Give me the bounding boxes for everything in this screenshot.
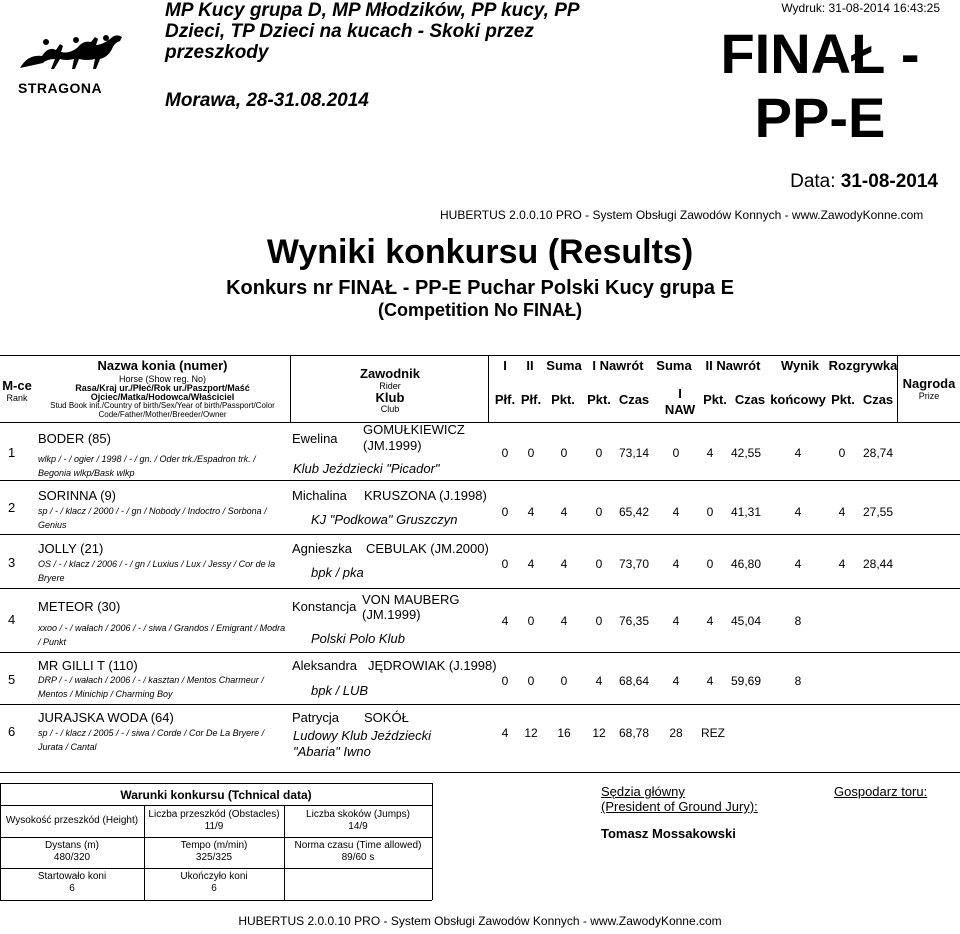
rank: 6 bbox=[8, 724, 16, 739]
date-label: Data: bbox=[790, 171, 836, 192]
obstacles-label: Liczba przeszkód (Obstacles) bbox=[148, 809, 280, 820]
score: 76,35 bbox=[618, 614, 650, 628]
footer-credit: HUBERTUS 2.0.0.10 PRO - System Obsługi Zawodów Konnych - www.ZawodyKonne.com bbox=[238, 914, 722, 928]
started-label: Startowało koni bbox=[37, 871, 107, 882]
score: 59,69 bbox=[730, 674, 762, 688]
score: 0 bbox=[501, 505, 509, 519]
course-designer-label: Gospodarz toru: bbox=[834, 784, 928, 799]
judge-name: Tomasz Mossakowski bbox=[601, 826, 736, 841]
score: 4 bbox=[672, 614, 680, 628]
horse-name: JURAJSKA WODA (64) bbox=[38, 710, 174, 725]
score: 4 bbox=[672, 505, 680, 519]
horse-header: Nazwa konia (numer) bbox=[97, 358, 228, 373]
table-header-line bbox=[0, 422, 960, 423]
score: 4 bbox=[706, 446, 714, 460]
jumps-label: Liczba skoków (Jumps) bbox=[306, 809, 410, 820]
score: 4 bbox=[560, 557, 568, 571]
score: 16 bbox=[557, 726, 571, 740]
box-line bbox=[432, 783, 433, 900]
box-line bbox=[0, 900, 432, 901]
date-value: 31-08-2014 bbox=[840, 171, 938, 192]
score: 4 bbox=[527, 505, 535, 519]
horse-name: JOLLY (21) bbox=[38, 541, 104, 556]
software-credit: HUBERTUS 2.0.0.10 PRO - System Obsługi Zawodów Konnych - www.ZawodyKonne.com bbox=[440, 208, 924, 222]
score: 0 bbox=[595, 446, 603, 460]
horse-details: DRP / - / wałach / 2006 / - / kasztan / Mentos Charmeur / Mentos / Minichip / Charming Boy bbox=[38, 675, 264, 699]
suma2-header: Suma bbox=[656, 358, 692, 373]
rider-last-name: VON MAUBERG (JM.1999) bbox=[362, 592, 460, 622]
tempo-label: Tempo (m/min) bbox=[180, 840, 248, 851]
score: 4 bbox=[560, 614, 568, 628]
horse-details: OS / - / klacz / 2006 / - / gn / Luxius / Lux / Jessy / Cor de la Bryere bbox=[38, 559, 276, 583]
rider-header-en: Rider bbox=[379, 381, 401, 391]
obstacles-value: 11/9 bbox=[204, 821, 224, 832]
horse-details: xxoo / - / wałach / 2006 / - / siwa / Grandos / Emigrant / Modra / Punkt bbox=[38, 623, 286, 647]
tempo-value: 325/325 bbox=[195, 852, 233, 863]
round-ii-header: II bbox=[526, 358, 534, 373]
score: 0 bbox=[595, 505, 603, 519]
rider-club: Polski Polo Klub bbox=[311, 631, 405, 646]
rider-club: Ludowy Klub Jeździecki "Abaria" Iwno bbox=[293, 728, 432, 759]
rider-first-name: Konstancja bbox=[292, 599, 357, 614]
rank: 4 bbox=[8, 612, 16, 627]
score: 0 bbox=[527, 674, 535, 688]
score: 4 bbox=[560, 505, 568, 519]
box-line bbox=[0, 783, 432, 784]
row-divider bbox=[0, 704, 960, 705]
score: 0 bbox=[527, 614, 535, 628]
horse-details: sp / - / klacz / 2005 / - / siwa / Corde / Cor De La Bryere / Jurata / Cantal bbox=[38, 728, 265, 752]
score: 46,80 bbox=[730, 557, 762, 571]
ii-nawrot-header: II Nawrót bbox=[705, 358, 761, 373]
pkt-header: Pkt. bbox=[703, 392, 727, 407]
score: 28,74 bbox=[862, 446, 894, 460]
rider-first-name: Agnieszka bbox=[292, 541, 352, 556]
score: 4 bbox=[838, 557, 846, 571]
height-label: Wysokość przeszkód (Height) bbox=[5, 815, 139, 826]
suma-header: Suma bbox=[546, 358, 582, 373]
horse-name: SORINNA (9) bbox=[38, 488, 117, 503]
score: 65,42 bbox=[618, 505, 650, 519]
plf-header: Płf. bbox=[494, 392, 516, 407]
rider-last-name: SOKÓŁ bbox=[364, 710, 409, 725]
score: 0 bbox=[595, 614, 603, 628]
row-divider bbox=[0, 534, 960, 535]
score: 0 bbox=[838, 446, 846, 460]
rider-last-name: GOMUŁKIEWICZ (JM.1999) bbox=[363, 422, 465, 453]
rider-header: Zawodnik bbox=[360, 366, 420, 381]
row-divider bbox=[0, 480, 960, 481]
czas-header: Czas bbox=[862, 392, 894, 407]
czas-header: Czas bbox=[734, 392, 766, 407]
wynik-header: Wynik bbox=[780, 358, 820, 373]
score: 4 bbox=[794, 557, 802, 571]
score: 0 bbox=[595, 557, 603, 571]
i-nawrot-header: I Nawrót bbox=[592, 358, 644, 373]
results-title: Wyniki konkursu (Results) bbox=[266, 233, 694, 271]
final-code: FINAŁ - PP-E bbox=[720, 22, 920, 149]
event-title: MP Kucy grupa D, MP Młodzików, PP kucy, PP Dzieci, TP Dzieci na kucach - Skoki przez przeszkody bbox=[165, 0, 579, 63]
rank-header-en: Rank bbox=[6, 393, 28, 403]
rider-club: bpk / LUB bbox=[311, 683, 369, 698]
distance-label: Dystans (m) bbox=[45, 840, 99, 851]
score: 68,78 bbox=[618, 726, 650, 740]
divider bbox=[488, 355, 489, 422]
score: 12 bbox=[524, 726, 538, 740]
score: 8 bbox=[794, 674, 802, 688]
score: 0 bbox=[560, 674, 568, 688]
score: 42,55 bbox=[730, 446, 762, 460]
score: 0 bbox=[527, 446, 535, 460]
pkt-header: Pkt. bbox=[831, 392, 855, 407]
rider-last-name: CEBULAK (JM.2000) bbox=[366, 541, 489, 556]
rozgrywka-header: Rozgrywka bbox=[828, 358, 898, 373]
score: 41,31 bbox=[730, 505, 762, 519]
horse-header-sub: Ojciec/Matka/Hodowca/Właściciel bbox=[90, 392, 235, 402]
score: 0 bbox=[706, 505, 714, 519]
score: 28 bbox=[669, 726, 683, 740]
round-i-header: I bbox=[503, 358, 507, 373]
rider-first-name: Michalina bbox=[292, 488, 347, 503]
competition-name-en: (Competition No FINAŁ) bbox=[378, 300, 582, 320]
rider-first-name: Ewelina bbox=[292, 431, 338, 446]
score: 4 bbox=[527, 557, 535, 571]
rider-first-name: Patrycja bbox=[292, 710, 339, 725]
score: 4 bbox=[501, 726, 509, 740]
horse-details: sp / - / klacz / 2000 / - / gn / Nobody / Indoctro / Sorbona / Genius bbox=[38, 506, 267, 530]
rider-club: bpk / pka bbox=[311, 565, 364, 580]
box-line bbox=[0, 805, 432, 806]
event-venue: Morawa, 28-31.08.2014 bbox=[165, 90, 369, 111]
rider-last-name: KRUSZONA (J.1998) bbox=[364, 488, 487, 503]
rank: 5 bbox=[8, 672, 16, 687]
horse-header-sub-en: Code/Father/Mother/Breeder/Owner bbox=[98, 410, 227, 419]
horse-name: METEOR (30) bbox=[38, 599, 121, 614]
score: 4 bbox=[672, 674, 680, 688]
i-naw-header-top: I bbox=[678, 386, 682, 401]
score: 0 bbox=[501, 674, 509, 688]
score: 12 bbox=[592, 726, 606, 740]
score: 0 bbox=[706, 557, 714, 571]
logo-text: STRAGONA bbox=[18, 80, 103, 96]
jumps-value: 14/9 bbox=[348, 821, 368, 832]
rider-club: Klub Jeździecki "Picador" bbox=[293, 461, 440, 476]
score: 4 bbox=[838, 505, 846, 519]
judge-label-en: (President of Ground Jury): bbox=[601, 799, 758, 814]
row-divider bbox=[0, 588, 960, 589]
pkt-header: Pkt. bbox=[551, 392, 575, 407]
rider-club: KJ "Podkowa" Gruszczyn bbox=[311, 512, 458, 527]
score: 0 bbox=[672, 446, 680, 460]
horse-header-sub-en: Stud Book init./Country of birth/Sex/Year of birth/Passport/Color bbox=[50, 401, 275, 410]
divider bbox=[290, 355, 291, 422]
row-divider bbox=[0, 772, 960, 773]
date-line bbox=[700, 171, 938, 193]
plf-header: Płf. bbox=[520, 392, 542, 407]
score: 4 bbox=[794, 446, 802, 460]
score: 0 bbox=[501, 557, 509, 571]
horse-header-sub: Rasa/Kraj ur./Płeć/Rok ur./Paszport/Maść bbox=[75, 383, 250, 393]
box-line bbox=[0, 868, 432, 869]
score: 4 bbox=[706, 614, 714, 628]
score: 4 bbox=[501, 614, 509, 628]
box-line bbox=[0, 837, 432, 838]
prize-header-en: Prize bbox=[918, 391, 940, 401]
score: 0 bbox=[501, 446, 509, 460]
koncowy-header: końcowy bbox=[770, 392, 826, 407]
pkt-header: Pkt. bbox=[587, 392, 611, 407]
horse-details: wlkp / - / ogier / 1998 / - / gn. / Oder trk./Espadron trk. / Begonia wlkp/Bask wlkp bbox=[38, 454, 256, 478]
prize-header: Nagroda bbox=[902, 376, 956, 391]
rank: 1 bbox=[8, 445, 16, 460]
score: 4 bbox=[706, 674, 714, 688]
club-header-en: Club bbox=[380, 404, 400, 414]
finished-value: 6 bbox=[211, 883, 217, 894]
distance-value: 480/320 bbox=[53, 852, 91, 863]
stragona-logo bbox=[10, 28, 140, 98]
score: 28,44 bbox=[862, 557, 894, 571]
horse-header-en: Horse (Show reg. No) bbox=[118, 374, 207, 384]
row-divider bbox=[0, 652, 960, 653]
score: 4 bbox=[595, 674, 603, 688]
rank-header: M-ce bbox=[2, 378, 32, 393]
rank: 2 bbox=[8, 500, 16, 515]
score: 45,04 bbox=[730, 614, 762, 628]
rider-last-name: JĘDROWIAK (J.1998) bbox=[368, 658, 497, 673]
rank: 3 bbox=[8, 555, 16, 570]
score: 73,70 bbox=[618, 557, 650, 571]
czas-header: Czas bbox=[618, 392, 650, 407]
score: 4 bbox=[794, 505, 802, 519]
horse-name: MR GILLI T (110) bbox=[38, 658, 138, 673]
table-top-line bbox=[0, 355, 960, 356]
score: REZ bbox=[701, 726, 725, 740]
horse-name: BODER (85) bbox=[38, 431, 111, 446]
score: 4 bbox=[672, 557, 680, 571]
score: 73,14 bbox=[618, 446, 650, 460]
started-value: 6 bbox=[69, 883, 75, 894]
score: 8 bbox=[794, 614, 802, 628]
score: 27,55 bbox=[862, 505, 894, 519]
score: 68,64 bbox=[618, 674, 650, 688]
judge-label: Sędzia główny bbox=[601, 784, 685, 799]
competition-name: Konkurs nr FINAŁ - PP-E Puchar Polski Kucy grupa E bbox=[226, 277, 734, 299]
i-naw-header-bottom: NAW bbox=[664, 402, 696, 417]
print-timestamp: Wydruk: 31-08-2014 16:43:25 bbox=[781, 1, 940, 15]
conditions-title: Warunki konkursu (Tchnical data) bbox=[120, 788, 312, 802]
finished-label: Ukończyło koni bbox=[180, 871, 248, 882]
club-header: Klub bbox=[375, 390, 405, 405]
time-allowed-label: Norma czasu (Time allowed) bbox=[294, 840, 422, 851]
rider-first-name: Aleksandra bbox=[292, 658, 358, 673]
score: 0 bbox=[560, 446, 568, 460]
time-allowed-value: 89/60 s bbox=[341, 852, 375, 863]
